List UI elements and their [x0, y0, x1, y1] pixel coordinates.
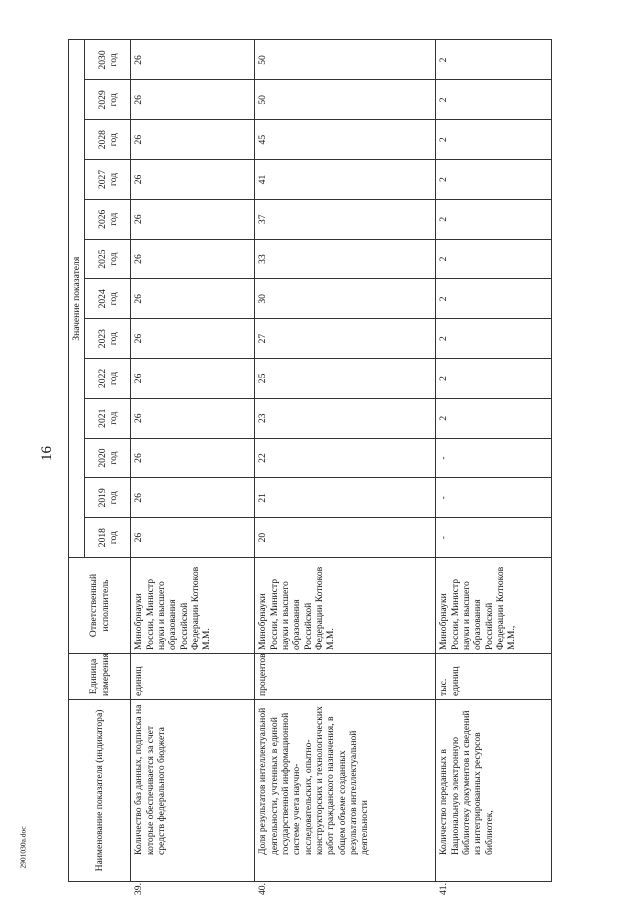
header-row-group [69, 40, 85, 882]
header-year: 2020 год [85, 438, 131, 478]
unit-cell: тыс. единиц [436, 654, 552, 700]
unit-cell: единиц [131, 654, 255, 700]
header-year: 2023 год [85, 319, 131, 359]
indicator-name: 41.Количество переданных в Национальную электронную библиотеку документов и сведений из интегрированных ресурсов библиотек, [438, 710, 495, 895]
value-cell: - [436, 518, 552, 558]
responsible-cell: Минобрнауки России, Министр науки и высшего образования Российской Федерации Котюков М.М. [131, 558, 255, 654]
value-cell: - [436, 478, 552, 518]
value-cell: 2 [436, 160, 552, 200]
table-row [255, 40, 436, 882]
row-number: 39. [133, 883, 145, 895]
header-year: 2030 год [85, 40, 131, 80]
page-number: 16 [39, 446, 55, 461]
value-cell: 37 [255, 199, 436, 239]
value-cell: 45 [255, 120, 436, 160]
value-cell: 26 [131, 239, 255, 279]
value-cell: 2 [436, 319, 552, 359]
value-cell: 26 [131, 478, 255, 518]
value-cell: 21 [255, 478, 436, 518]
indicator-name: 40.Доля результатов интеллектуальной деятельности, учтенных в единой государственной информационной системе учета научно-исследовательских, опытно-конструкторских и технологических работ гражданского назначения, в общем объеме созданных результатов интеллектуальной деятельности [257, 706, 371, 895]
indicator-name-cell [436, 700, 552, 895]
value-cell: 2 [436, 398, 552, 438]
value-cell: 20 [255, 518, 436, 558]
value-cell: 26 [131, 40, 255, 80]
value-cell: 26 [131, 319, 255, 359]
value-cell: 26 [131, 160, 255, 200]
indicator-name-cell [255, 700, 436, 895]
value-cell: 25 [255, 359, 436, 399]
value-cell: 2 [436, 279, 552, 319]
rotated-page-content [68, 40, 552, 895]
value-cell: 22 [255, 438, 436, 478]
value-cell: 2 [436, 80, 552, 120]
header-year: 2018 год [85, 518, 131, 558]
value-cell: - [436, 438, 552, 478]
row-number: 40. [257, 883, 269, 895]
value-cell: 33 [255, 239, 436, 279]
value-cell: 2 [436, 199, 552, 239]
value-cell: 50 [255, 80, 436, 120]
row-number: 41. [438, 883, 450, 895]
value-cell: 26 [131, 398, 255, 438]
header-responsible: Ответственный исполнитель [69, 558, 131, 654]
value-cell: 26 [131, 80, 255, 120]
value-cell: 2 [436, 120, 552, 160]
footer-doc-id: 2901030а.doc [18, 826, 28, 869]
header-unit: Единица измерения [69, 654, 131, 700]
table-row [131, 40, 255, 882]
header-year: 2026 год [85, 199, 131, 239]
responsible-cell: Минобрнауки России, Министр науки и высшего образования Российской Федерации Котюков М.М., [436, 558, 552, 654]
value-cell: 27 [255, 319, 436, 359]
value-cell: 26 [131, 359, 255, 399]
header-year: 2027 год [85, 160, 131, 200]
header-year: 2022 год [85, 359, 131, 399]
table-row [436, 40, 552, 882]
indicators-table [68, 39, 552, 895]
indicator-name-cell [131, 700, 255, 895]
header-year: 2028 год [85, 120, 131, 160]
unit-cell: процентов [255, 654, 436, 700]
value-cell: 26 [131, 199, 255, 239]
value-cell: 26 [131, 438, 255, 478]
header-year: 2025 год [85, 239, 131, 279]
value-cell: 26 [131, 518, 255, 558]
value-cell: 26 [131, 120, 255, 160]
value-cell: 30 [255, 279, 436, 319]
responsible-cell: Минобрнауки России, Министр науки и высшего образования Российской Федерации Котюков М.М. [255, 558, 436, 654]
header-name: Наименование показателя (индикатора) [69, 700, 131, 882]
header-year: 2029 год [85, 80, 131, 120]
value-cell: 50 [255, 40, 436, 80]
value-cell: 2 [436, 40, 552, 80]
header-year: 2019 год [85, 478, 131, 518]
value-cell: 23 [255, 398, 436, 438]
indicator-name: 39.Количество баз данных, подписка на которые обеспечивается за счет средств федерального бюджета [133, 704, 167, 895]
value-cell: 41 [255, 160, 436, 200]
header-year: 2024 год [85, 279, 131, 319]
value-cell: 2 [436, 239, 552, 279]
value-cell: 26 [131, 279, 255, 319]
value-cell: 2 [436, 359, 552, 399]
header-values-group: Значение показателя [69, 40, 85, 558]
header-year: 2021 год [85, 398, 131, 438]
